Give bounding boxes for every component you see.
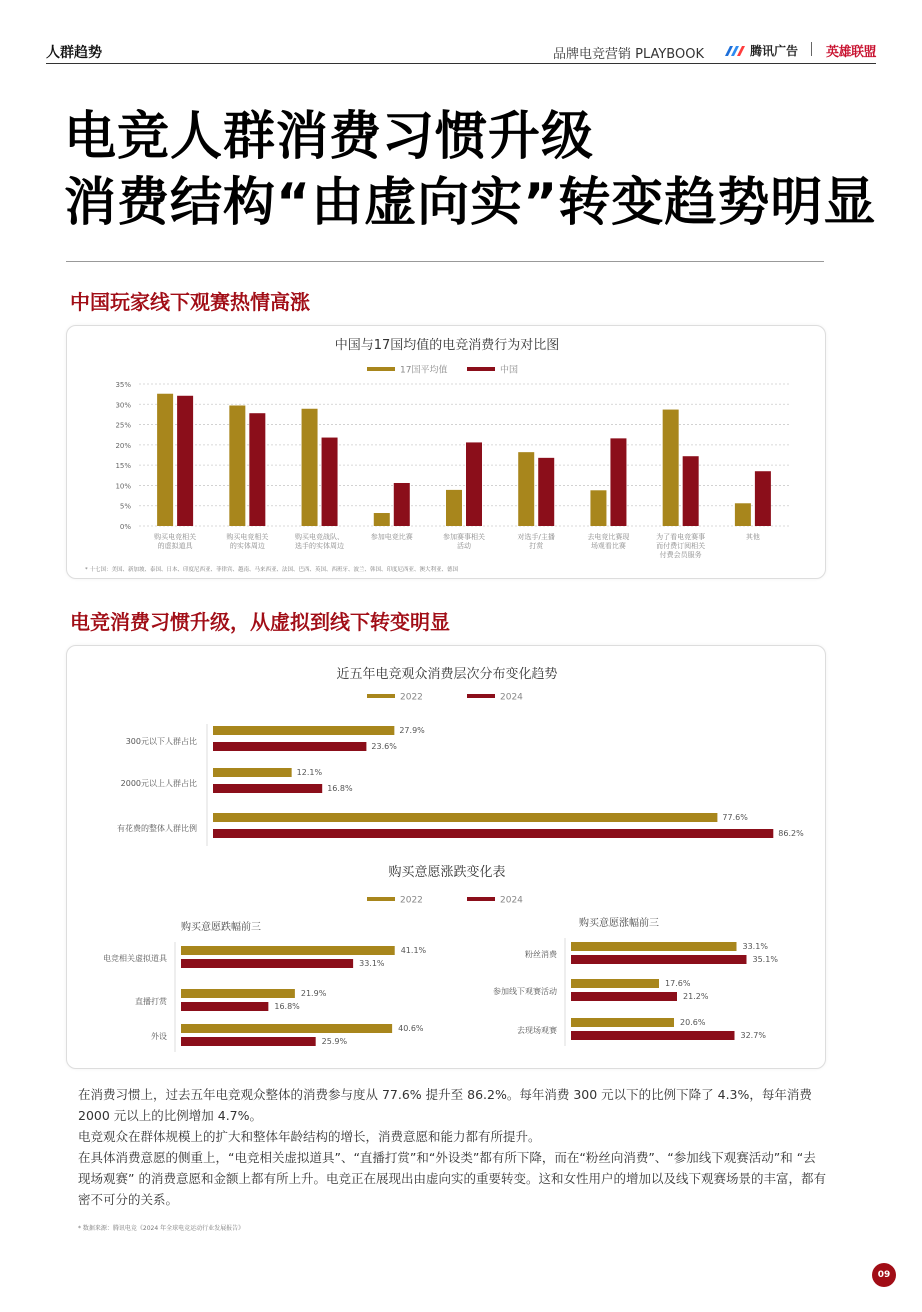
tencent-ads-logo xyxy=(724,42,798,59)
tencent-ads-text: 腾讯广告 xyxy=(749,44,798,58)
chart-1-y-tick: 5% xyxy=(119,502,131,511)
chart-card-1 xyxy=(66,325,826,579)
chart-1-legend-label-1: 中国 xyxy=(500,365,519,376)
section-tag: 人群趋势 xyxy=(46,45,102,61)
chart-2-value-label: 16.8% xyxy=(327,784,353,793)
chart-3-bar xyxy=(181,1002,268,1011)
chart-1-y-tick: 0% xyxy=(119,523,131,531)
chart-2-category-label: 2000元以上人群占比 xyxy=(120,779,197,788)
chart-1-y-tick: 30% xyxy=(115,401,131,410)
chart-1-bar xyxy=(177,396,193,526)
chart-1-bar xyxy=(735,503,751,526)
chart-1-y-tick: 20% xyxy=(115,441,131,450)
chart-3-value-label: 32.7% xyxy=(740,1031,766,1040)
page-headline xyxy=(64,104,876,236)
chart-1-bar xyxy=(518,452,534,526)
chart-1-bar xyxy=(302,409,318,526)
chart-3-value-label: 33.1% xyxy=(742,942,768,951)
chart-1-x-tick: 而付费订阅相关 xyxy=(656,542,706,550)
chart-3-bar xyxy=(571,942,737,951)
chart-1-x-tick: 的虚拟道具 xyxy=(157,542,193,550)
chart-3-value-label: 20.6% xyxy=(680,1018,706,1027)
chart-2-title: 近五年电竞观众消费层次分布变化趋势 xyxy=(336,667,558,682)
body-text xyxy=(78,1084,826,1210)
chart-3-bar xyxy=(571,979,659,988)
playbook-title: 品牌电竞营销 PLAYBOOK xyxy=(552,47,704,62)
chart-1-x-tick: 选手的实体周边 xyxy=(295,542,345,550)
chart-2-bar xyxy=(213,829,773,838)
chart-2-bar xyxy=(213,768,292,777)
chart-1-bar xyxy=(610,438,626,526)
chart-2-legend-label-1: 2024 xyxy=(500,692,523,703)
chart-3-panel-subtitle: 购买意愿跌幅前三 xyxy=(181,922,261,933)
headline-line-2: 消费结构“由虚向实”转变趋势明显 xyxy=(64,173,877,234)
body-paragraph-1: 在消费习惯上，过去五年电竞观众整体的消费参与度从 77.6% 提升至 86.2%。每年消费 300 元以下的比例下降了 4.3%，每年消费 2000 元以上的比例增加 4.7%。 xyxy=(78,1087,812,1123)
chart-1-bar xyxy=(683,456,699,526)
chart-1-x-tick: 为了看电竞赛事 xyxy=(656,533,706,541)
chart-2-category-label: 300元以下人群占比 xyxy=(125,737,197,746)
chart-1-x-tick: 付费会员服务 xyxy=(659,551,702,559)
chart-3-value-label: 41.1% xyxy=(400,946,427,955)
body-paragraph-3: 在具体消费意愿的侧重上，“电竞相关虚拟道具”、“直播打赏”和“外设类”都有所下降，而在“粉丝向消费”、“参加线下观赛活动”和 “去现场观赛” 的消费意愿和金额上都有所上升。电竞正在展现出由虚向实的重要转变。这和女性用户的增加以及线下观赛场景的丰富，都有密不可分的关系。 xyxy=(78,1150,826,1207)
section-1-title: 中国玩家线下观赛热情高涨 xyxy=(70,290,310,314)
chart-2-value-label: 77.6% xyxy=(722,813,748,822)
chart-3-legend-label-1: 2024 xyxy=(500,895,523,906)
chart-3-bar xyxy=(181,989,295,998)
chart-card-2 xyxy=(66,645,826,1069)
chart-2-legend-label-0: 2022 xyxy=(400,692,423,703)
chart-1-title: 中国与17国均值的电竞消费行为对比图 xyxy=(334,338,560,353)
chart-3-bar xyxy=(181,1024,392,1033)
chart-1-bar xyxy=(755,471,771,526)
chart-1-x-tick: 打赏 xyxy=(529,542,544,550)
lol-logo: 英雄联盟 xyxy=(825,45,876,60)
chart-1-bar xyxy=(249,413,265,526)
chart-1-bar xyxy=(446,490,462,526)
chart-1-x-tick: 购买电竞相关 xyxy=(226,533,269,541)
chart-1-x-tick: 的实体周边 xyxy=(229,542,265,550)
chart-1-x-tick: 购买电竞战队、 xyxy=(295,533,345,541)
chart-2-value-label: 12.1% xyxy=(296,768,323,777)
chart-2-bar xyxy=(213,726,394,735)
chart-1-bar xyxy=(229,406,245,526)
chart-3-value-label: 21.9% xyxy=(300,989,327,998)
chart-3-title: 购买意愿涨跌变化表 xyxy=(388,865,506,880)
chart-1-bar xyxy=(157,394,173,526)
chart-1-x-tick: 场观看比赛 xyxy=(590,542,626,550)
chart-3-category-label: 电竞相关虚拟道具 xyxy=(103,954,167,963)
chart-3-category-label: 直播打赏 xyxy=(135,997,167,1006)
chart-3-category-label: 粉丝消费 xyxy=(525,950,557,959)
consumption-trend-charts xyxy=(67,646,827,1070)
section-2-title: 电竞消费习惯升级，从虚拟到线下转变明显 xyxy=(70,610,450,634)
tencent-ads-icon xyxy=(724,45,746,57)
chart-1-x-tick: 参加电竞比赛 xyxy=(370,533,413,541)
chart-1-x-tick: 去电竞比赛现 xyxy=(587,533,630,541)
chart-1-y-tick: 25% xyxy=(115,421,131,430)
chart-2-value-label: 27.9% xyxy=(399,726,425,735)
headline-line-1: 电竞人群消费习惯升级 xyxy=(64,107,595,167)
headline-divider xyxy=(66,261,824,262)
chart-1-legend-label-0: 17国平均值 xyxy=(400,365,448,376)
chart-2-value-label: 86.2% xyxy=(778,829,804,838)
chart-3-bar xyxy=(571,1018,674,1027)
chart-1-bar xyxy=(322,438,338,526)
chart-2-value-label: 23.6% xyxy=(371,742,397,751)
chart-2-bar xyxy=(213,813,717,822)
chart-3-category-label: 参加线下观赛活动 xyxy=(493,987,557,996)
chart-1-x-tick: 参加赛事相关 xyxy=(443,533,485,541)
chart-1-x-tick: 其他 xyxy=(745,533,760,541)
page-number: 09 xyxy=(872,1263,896,1287)
chart-3-value-label: 40.6% xyxy=(398,1024,424,1033)
chart-2-bar xyxy=(213,742,366,751)
chart-3-category-label: 外设 xyxy=(151,1032,167,1041)
page-header xyxy=(46,40,876,64)
chart-3-bar xyxy=(181,1037,316,1046)
chart-3-bar xyxy=(571,992,677,1001)
chart-1-bar xyxy=(374,513,390,526)
chart-3-value-label: 35.1% xyxy=(752,955,778,964)
chart-1-bar xyxy=(538,458,554,526)
chart-3-value-label: 17.6% xyxy=(665,979,691,988)
chart-3-value-label: 33.1% xyxy=(359,959,385,968)
comparison-bar-chart xyxy=(67,326,827,580)
chart-3-bar xyxy=(181,946,395,955)
chart-3-legend-label-0: 2022 xyxy=(400,895,423,906)
data-source-footnote: * 数据来源：腾讯电竞《2024 年全球电竞运动行业发展报告》 xyxy=(78,1225,245,1232)
chart-3-category-label: 去现场观赛 xyxy=(517,1026,557,1035)
chart-1-x-tick: 对选手/主播 xyxy=(517,533,555,541)
chart-3-value-label: 16.8% xyxy=(274,1002,300,1011)
chart-1-y-tick: 35% xyxy=(115,381,131,389)
chart-3-bar xyxy=(181,959,353,968)
chart-1-bar xyxy=(590,490,606,526)
chart-1-x-tick: 购买电竞相关 xyxy=(154,533,197,541)
chart-1-y-tick: 10% xyxy=(115,482,131,491)
chart-3-value-label: 25.9% xyxy=(321,1037,348,1046)
chart-1-bar xyxy=(394,483,410,526)
body-paragraph-2: 电竞观众在群体规模上的扩大和整体年龄结构的增长，消费意愿和能力都有所提升。 xyxy=(78,1129,541,1144)
chart-1-footnote: * 十七国：美国、新加坡、泰国、日本、印度尼西亚、菲律宾、越南、马来西亚、法国、巴西、英国、西班牙、波兰、韩国、印度尼西亚、澳大利亚、德国 xyxy=(85,567,459,573)
chart-2-category-label: 有花费的整体人群比例 xyxy=(117,824,197,833)
chart-1-bar xyxy=(663,410,679,526)
header-divider xyxy=(811,42,812,56)
chart-2-bar xyxy=(213,784,322,793)
chart-1-y-tick: 15% xyxy=(115,462,131,471)
chart-1-x-tick: 活动 xyxy=(457,542,471,550)
chart-1-bar xyxy=(466,442,482,526)
chart-3-bar xyxy=(571,1031,735,1040)
chart-3-panel-subtitle: 购买意愿涨幅前三 xyxy=(579,918,659,929)
chart-3-bar xyxy=(571,955,747,964)
chart-3-value-label: 21.2% xyxy=(683,992,709,1001)
